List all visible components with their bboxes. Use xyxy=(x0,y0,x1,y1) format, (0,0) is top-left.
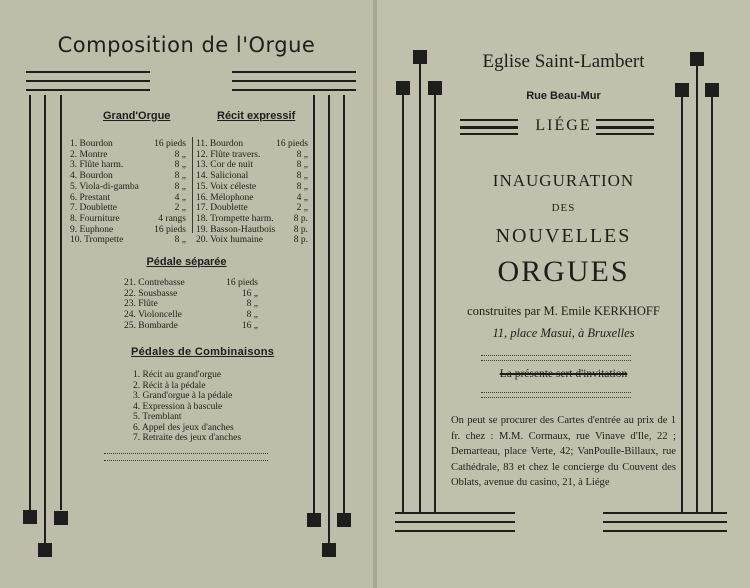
stop-row: 17. Doublette 2 „ xyxy=(196,203,308,214)
page-fold xyxy=(373,0,377,588)
list-item: 6. Appel des jeux d'anches xyxy=(133,422,234,433)
list-item: 5. Tremblant xyxy=(133,412,182,422)
dotted-rule xyxy=(481,392,631,393)
grand-orgue-stops xyxy=(70,139,186,246)
ornament-stem xyxy=(343,95,345,513)
stop-row: 8. Fourniture 4 rangs xyxy=(70,213,186,224)
ornament-rule xyxy=(26,71,150,73)
builder-line: construites par M. Emile KERKHOFF xyxy=(467,304,660,318)
pedale-heading: Pédale séparée xyxy=(146,256,227,268)
combinaisons-list xyxy=(133,370,241,444)
dotted-rule xyxy=(481,355,631,356)
ornament-square xyxy=(322,543,336,557)
stop-row: 19. Basson-Hautbois 8 p. xyxy=(196,224,308,235)
ornament-square xyxy=(307,513,321,527)
grand-orgue-heading: Grand'Orgue xyxy=(103,110,171,122)
stop-row: 21. Contrebasse 16 pieds xyxy=(124,278,258,288)
ornament-rule xyxy=(232,80,356,82)
church-name: Eglise Saint-Lambert xyxy=(482,51,645,72)
stop-row: 24. Violoncelle 8 „ xyxy=(124,310,258,321)
ticket-info: On peut se procurer des Cartes d'entrée au prix de 1 fr. chez : M.M. Cormaux, rue Vinave d'Ile, 22 ; Demarteau, place Verte, 42; VanPoulle-Billaux, rue Cathédrale, 83 et chez le concierge du Couvent des Oblats, avenue du casino, 21, à Liége xyxy=(451,415,676,488)
page-title: Composition de l'Orgue xyxy=(57,33,316,57)
ornament-rule xyxy=(603,530,727,532)
stop-row: 3. Flûte harm. 8 „ xyxy=(70,160,186,171)
list-item: 3. Grand'orgue à la pédale xyxy=(133,391,233,401)
stop-row: 18. Trompette harm. 8 p. xyxy=(196,213,308,224)
ornament-stem xyxy=(60,95,62,510)
list-item: 1. Récit au grand'orgue xyxy=(133,370,222,380)
ornament-rule xyxy=(395,512,515,514)
combinaisons-heading: Pédales de Combinaisons xyxy=(131,346,275,358)
stop-row: 9. Euphone 16 pieds xyxy=(70,224,186,235)
des-word: DES xyxy=(551,202,576,214)
stop-row: 1. Bourdon 16 pieds xyxy=(70,139,186,149)
stop-row: 20. Voix humaine 8 p. xyxy=(196,235,308,246)
ornament-square xyxy=(23,510,37,524)
stop-row: 6. Prestant 4 „ xyxy=(70,192,186,203)
ornament-rule xyxy=(603,512,727,514)
builder-address: 11, place Masui, à Bruxelles xyxy=(492,326,635,340)
stop-row: 5. Viola-di-gamba 8 „ xyxy=(70,181,186,192)
nouvelles-word: NOUVELLES xyxy=(495,225,632,247)
stop-row: 12. Flûte travers. 8 „ xyxy=(196,149,308,160)
recit-stops xyxy=(196,139,308,246)
ornament-rule xyxy=(603,521,727,523)
ornament-square xyxy=(54,511,68,525)
list-item: 4. Expression à bascule xyxy=(133,401,223,412)
ornament-square xyxy=(38,543,52,557)
ornament-stem xyxy=(44,95,46,543)
ornament-rule xyxy=(395,530,515,532)
recit-heading: Récit expressif xyxy=(217,110,296,122)
ornament-rule xyxy=(26,80,150,82)
list-item: 2. Récit à la pédale xyxy=(133,380,206,391)
ornament-rule xyxy=(232,89,356,91)
pedale-stops xyxy=(124,278,258,332)
street-name: Rue Beau-Mur xyxy=(526,90,601,102)
stop-row: 23. Flûte 8 „ xyxy=(124,299,258,310)
dotted-rule xyxy=(481,397,631,398)
ornament-stem xyxy=(29,95,31,510)
invitation-line: La présente sert d'invitation xyxy=(499,368,628,380)
city-name: LIÉGE xyxy=(535,117,592,134)
ornament-rule xyxy=(232,71,356,73)
stop-row: 15. Voix céleste 8 „ xyxy=(196,181,308,192)
ornament-stem xyxy=(313,95,315,513)
ornament-rule xyxy=(395,521,515,523)
column-divider xyxy=(192,137,193,233)
stop-row: 13. Cor de nuit 8 „ xyxy=(196,160,308,171)
dotted-rule xyxy=(481,360,631,361)
stop-row: 25. Bombarde 16 „ xyxy=(124,320,258,331)
stop-row: 7. Doublette 2 „ xyxy=(70,203,186,214)
stop-row: 10. Trompette 8 „ xyxy=(70,235,186,246)
ornament-rule xyxy=(26,89,150,91)
stop-row: 14. Salicional 8 „ xyxy=(196,171,308,182)
orgues-word: ORGUES xyxy=(497,255,630,288)
stop-row: 2. Montre 8 „ xyxy=(70,149,186,160)
list-item: 7. Retraite des jeux d'anches xyxy=(133,433,242,443)
ornament-stem xyxy=(328,95,330,543)
inauguration-heading: INAUGURATION xyxy=(492,171,635,190)
stop-row: 4. Bourdon 8 „ xyxy=(70,171,186,182)
stop-row: 22. Sousbasse 16 „ xyxy=(124,288,258,299)
stop-row: 16. Mélophone 4 „ xyxy=(196,192,308,203)
stop-row: 11. Bourdon 16 pieds xyxy=(196,139,308,149)
ornament-square xyxy=(337,513,351,527)
dotted-rule xyxy=(104,460,268,461)
dotted-rule xyxy=(104,453,268,454)
